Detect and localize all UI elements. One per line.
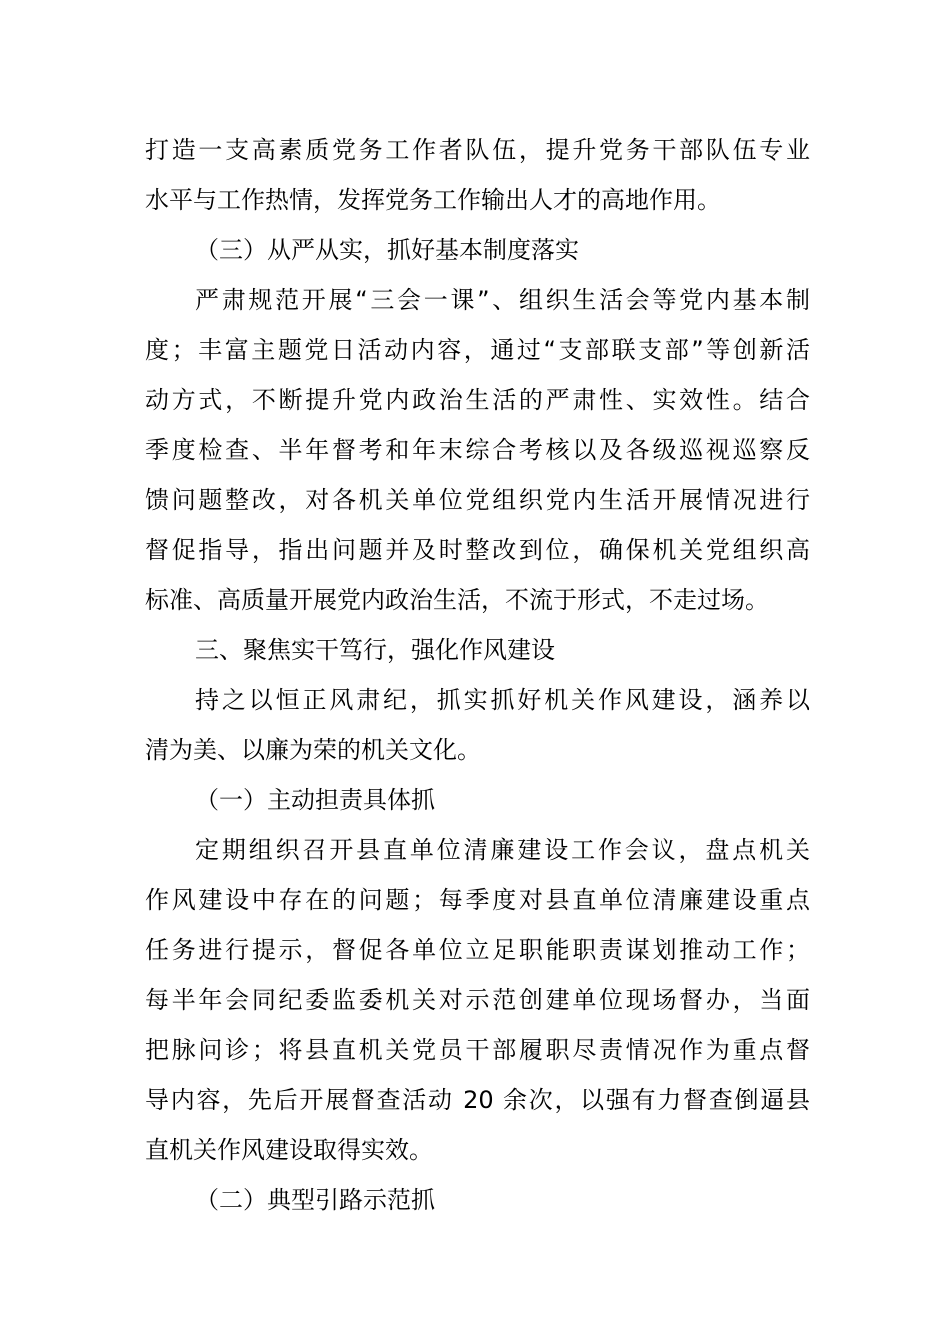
section-heading: （一）主动担责具体抓 xyxy=(195,786,435,814)
text-line: 动方式，不断提升党内政治生活的严肃性、实效性。结合 xyxy=(145,386,810,414)
text-line: 直机关作风建设取得实效。 xyxy=(145,1136,433,1164)
text-line: 清为美、以廉为荣的机关文化。 xyxy=(145,736,481,764)
text-line: 督促指导，指出问题并及时整改到位，确保机关党组织高 xyxy=(145,536,810,564)
text-line: 严肃规范开展“三会一课”、组织生活会等党内基本制 xyxy=(195,286,810,314)
text-line: 作风建设中存在的问题；每季度对县直单位清廉建设重点 xyxy=(145,886,810,914)
text-line: 打造一支高素质党务工作者队伍，提升党务干部队伍专业 xyxy=(145,136,810,164)
document-body xyxy=(145,125,810,1225)
text-line: 标准、高质量开展党内政治生活，不流于形式，不走过场。 xyxy=(145,586,769,614)
text-line: 导内容，先后开展督查活动 20 余次，以强有力督查倒逼县 xyxy=(145,1086,810,1114)
text-line: 馈问题整改，对各机关单位党组织党内生活开展情况进行 xyxy=(145,486,810,514)
text-line: 水平与工作热情，发挥党务工作输出人才的高地作用。 xyxy=(145,186,721,214)
text-line: 每半年会同纪委监委机关对示范创建单位现场督办，当面 xyxy=(145,986,810,1014)
text-line: 把脉问诊；将县直机关党员干部履职尽责情况作为重点督 xyxy=(145,1036,810,1064)
text-line: 季度检查、半年督考和年末综合考核以及各级巡视巡察反 xyxy=(145,436,810,464)
text-line: 定期组织召开县直单位清廉建设工作会议，盘点机关 xyxy=(195,836,810,864)
section-heading: 三、聚焦实干笃行，强化作风建设 xyxy=(195,636,555,664)
section-heading: （二）典型引路示范抓 xyxy=(195,1186,435,1214)
text-line: 度；丰富主题党日活动内容，通过“支部联支部”等创新活 xyxy=(145,336,810,364)
section-heading: （三）从严从实，抓好基本制度落实 xyxy=(195,236,579,264)
text-line: 持之以恒正风肃纪，抓实抓好机关作风建设，涵养以 xyxy=(195,686,810,714)
text-line: 任务进行提示，督促各单位立足职能职责谋划推动工作； xyxy=(145,936,810,964)
